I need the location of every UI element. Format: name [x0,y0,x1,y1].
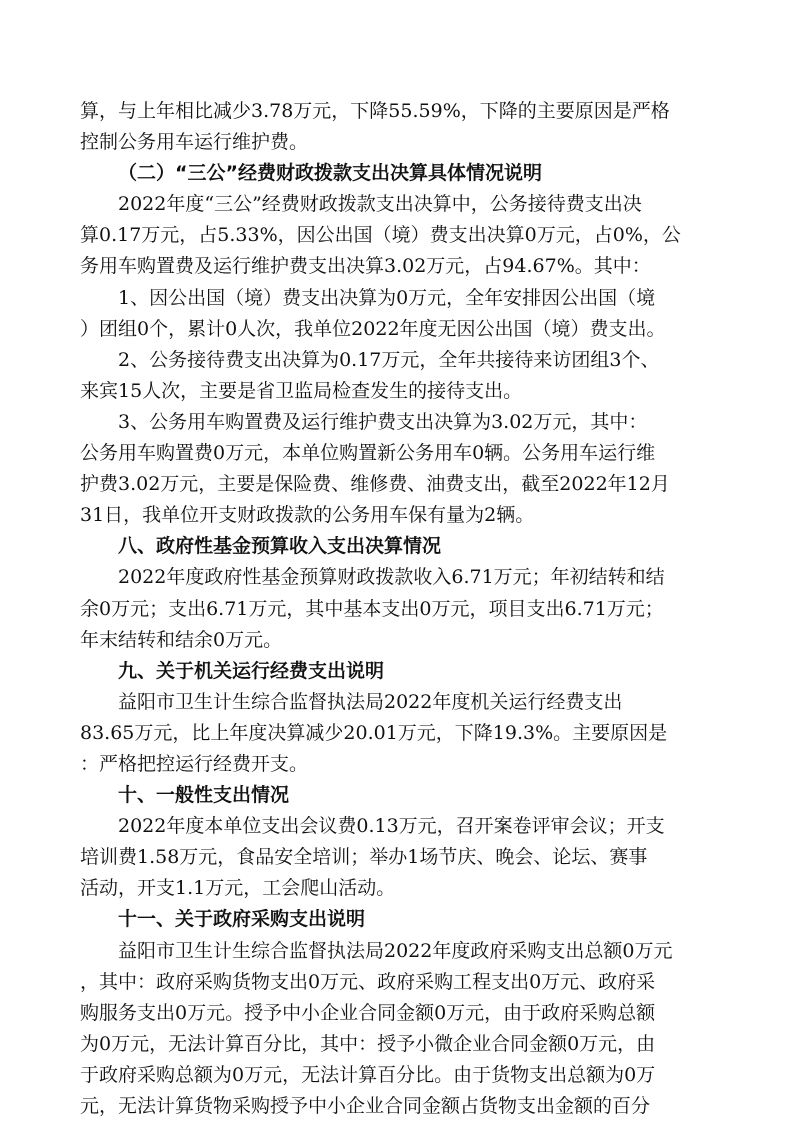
paragraph-line: 为0万元，无法计算百分比，其中：授予小微企业合同金额0万元，由 [80,1032,656,1055]
paragraph-line: 3、公务用车购置费及运行维护费支出决算为3.02万元，其中： [118,410,648,433]
paragraph-line: 务用车购置费及运行维护费支出决算3.02万元，占94.67%。其中： [80,255,651,278]
paragraph-line: 益阳市卫生计生综合监督执法局2022年度机关运行经费支出 [118,690,623,713]
paragraph-line: 2022年度本单位支出会议费0.13万元，召开案卷评审会议；开支 [118,815,665,838]
section-heading: 十、一般性支出情况 [118,784,290,807]
paragraph-line: 来宾15人次，主要是省卫监局检查发生的接待支出。 [80,379,523,402]
paragraph-line: ，其中：政府采购货物支出0万元、政府采购工程支出0万元、政府采 [80,970,656,993]
paragraph-line: 2022年度“三公”经费财政拨款支出决算中，公务接待费支出决 [118,193,642,216]
paragraph-line: 元，无法计算货物采购授予中小企业合同金额占货物支出金额的百分 [80,1095,651,1117]
paragraph-line: 2022年度政府性基金预算财政拨款收入6.71万元；年初结转和结 [118,566,665,589]
paragraph-line: 护费3.02万元，主要是保险费、维修费、油费支出，截至2022年12月 [80,473,670,496]
paragraph-line: ：严格把控运行经费开支。 [80,752,309,775]
section-heading: （二）“三公”经费财政拨款支出决算具体情况说明 [118,162,542,185]
paragraph-line: 益阳市卫生计生综合监督执法局2022年度政府采购支出总额0万元 [118,939,673,962]
paragraph-line: 余0万元；支出6.71万元，其中基本支出0万元，项目支出6.71万元； [80,597,664,620]
paragraph-line: 31日，我单位开支财政拨款的公务用车保有量为2辆。 [80,504,535,527]
paragraph-line: 培训费1.58万元，食品安全培训；举办1场节庆、晚会、论坛、赛事 [80,846,648,869]
document-page [80,96,720,1122]
paragraph-line: ）团组0个，累计0人次，我单位2022年度无因公出国（境）费支出。 [80,317,666,340]
paragraph-line: 公务用车购置费0万元，本单位购置新公务用车0辆。公务用车运行维 [80,442,656,465]
paragraph-line: 购服务支出0万元。授予中小企业合同金额0万元，由于政府采购总额 [80,1001,656,1024]
paragraph-line: 83.65万元，比上年度决算减少20.01万元，下降19.3%。主要原因是 [80,721,668,744]
paragraph-line: 活动，开支1.1万元，工会爬山活动。 [80,877,396,900]
paragraph-line: 1、因公出国（境）费支出决算为0万元，全年安排因公出国（境 [118,286,656,309]
section-heading: 九、关于机关运行经费支出说明 [118,659,385,682]
section-heading: 八、政府性基金预算收入支出决算情况 [118,535,442,558]
section-heading: 十一、关于政府采购支出说明 [118,908,366,931]
paragraph-line: 于政府采购总额为0万元，无法计算百分比。由于货物支出总额为0万 [80,1063,656,1086]
paragraph-line: 算0.17万元，占5.33%，因公出国（境）费支出决算0万元，占0%，公 [80,224,681,247]
paragraph-line: 2、公务接待费支出决算为0.17万元，全年共接待来访团组3个、 [118,348,660,371]
paragraph-line: 算，与上年相比减少3.78万元，下降55.59%，下降的主要原因是严格 [80,100,670,122]
paragraph-line: 控制公务用车运行维护费。 [80,131,309,154]
paragraph-line: 年末结转和结余0万元。 [80,628,283,651]
